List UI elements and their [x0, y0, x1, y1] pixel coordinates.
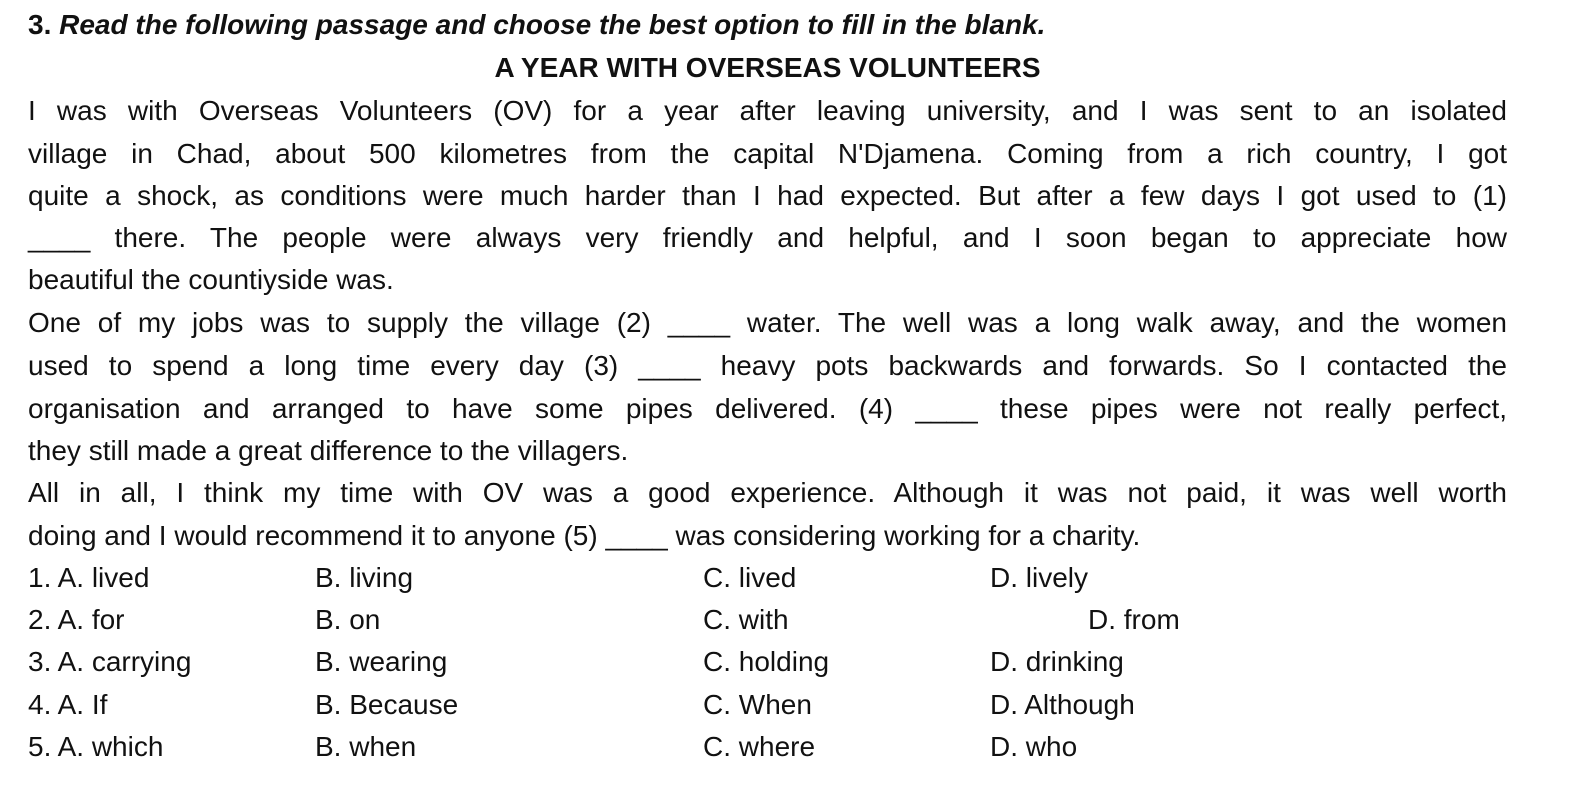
- passage-line: ____ there. The people were always very friendly and helpful, and I soon began to appreciate how: [28, 222, 1507, 253]
- option-a: 1. A. lived: [28, 562, 150, 593]
- option-b: B. on: [315, 604, 381, 635]
- option-d: D. drinking: [990, 646, 1124, 677]
- passage-line: quite a shock, as conditions were much harder than I had expected. But after a few days I got used to (1): [28, 180, 1507, 211]
- passage-line: One of my jobs was to supply the village (2) ____ water. The well was a long walk away, and the women: [28, 307, 1507, 338]
- passage-line: organisation and arranged to have some pipes delivered. (4) ____ these pipes were not really perfect,: [28, 393, 1507, 424]
- passage-line: doing and I would recommend it to anyone (5) ____ was considering working for a charity.: [28, 520, 1141, 551]
- question-instruction: [28, 7, 1507, 43]
- option-b: B. wearing: [315, 646, 448, 677]
- option-d: D. from: [1088, 604, 1180, 635]
- question-number: 3.: [28, 9, 52, 40]
- passage-line: village in Chad, about 500 kilometres from the capital N'Djamena. Coming from a rich country, I got: [28, 138, 1507, 169]
- option-a: 5. A. which: [28, 731, 164, 762]
- option-c: C. holding: [703, 646, 830, 677]
- passage-title: A YEAR WITH OVERSEAS VOLUNTEERS: [494, 52, 1041, 83]
- option-c: C. where: [703, 731, 816, 762]
- option-b: B. Because: [315, 689, 459, 720]
- option-d: D. Although: [990, 689, 1135, 720]
- passage-line: All in all, I think my time with OV was a good experience. Although it was not paid, it was well worth: [28, 477, 1507, 508]
- option-d: D. who: [990, 731, 1078, 762]
- option-a: 3. A. carrying: [28, 646, 192, 677]
- option-b: B. living: [315, 562, 414, 593]
- passage-line: used to spend a long time every day (3) ____ heavy pots backwards and forwards. So I contacted the: [28, 350, 1507, 381]
- option-a: 4. A. If: [28, 689, 108, 720]
- passage-line: beautiful the countiyside was.: [28, 264, 394, 295]
- passage-line: I was with Overseas Volunteers (OV) for a year after leaving university, and I was sent to an isolated: [28, 95, 1507, 126]
- option-d: D. lively: [990, 562, 1089, 593]
- passage-line: they still made a great difference to the villagers.: [28, 435, 629, 466]
- option-b: B. when: [315, 731, 417, 762]
- option-c: C. lived: [703, 562, 797, 593]
- option-c: C. with: [703, 604, 789, 635]
- option-c: C. When: [703, 689, 812, 720]
- option-a: 2. A. for: [28, 604, 125, 635]
- instruction-text: Read the following passage and choose the best option to fill in the blank.: [59, 9, 1046, 40]
